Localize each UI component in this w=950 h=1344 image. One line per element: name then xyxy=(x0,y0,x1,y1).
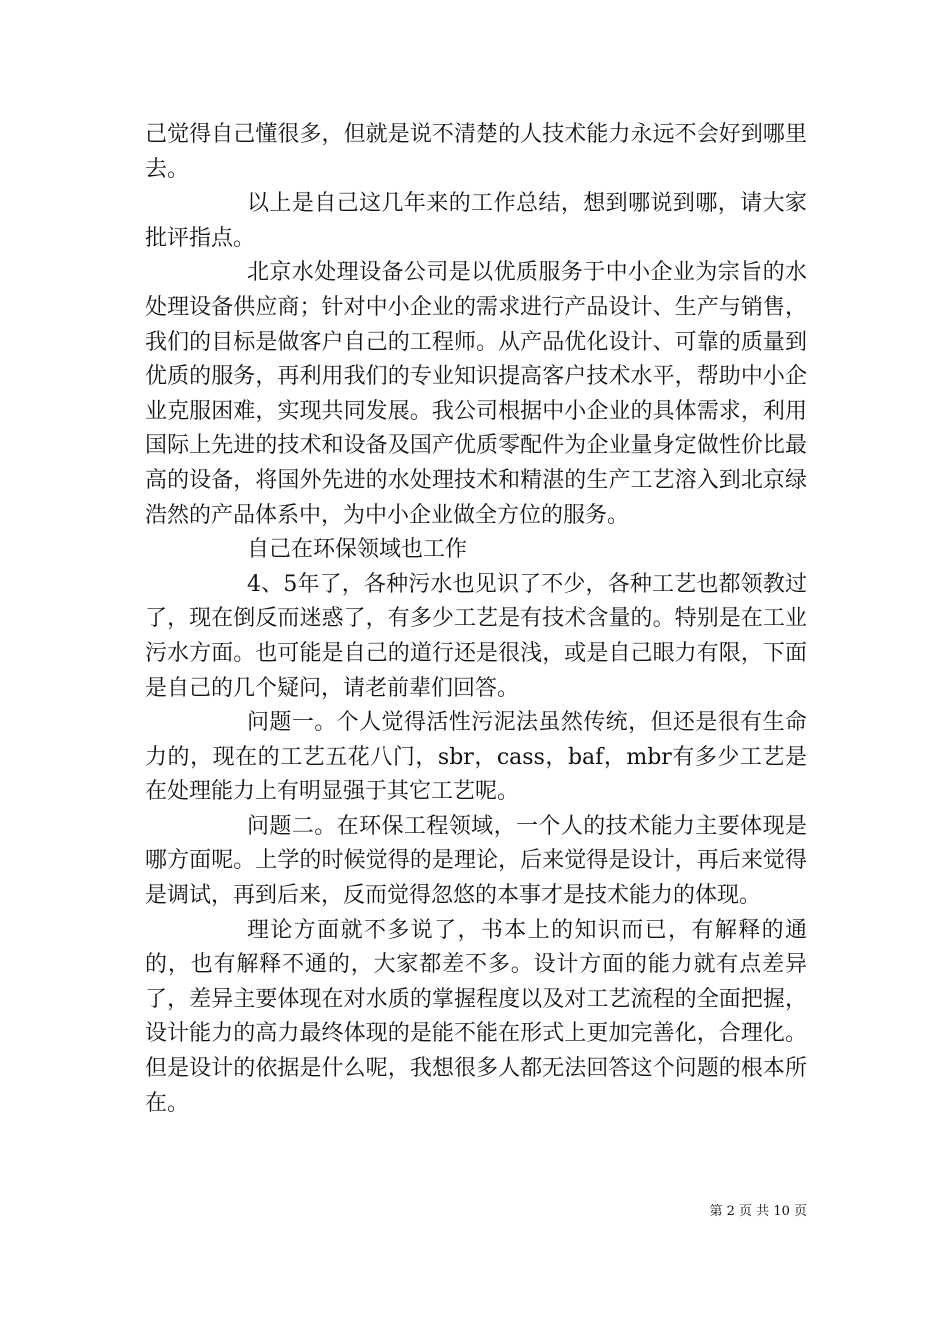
paragraph-4: 自己在环保领域也工作 xyxy=(247,537,468,563)
paragraph-3: 北京水处理设备公司是以优质服务于中小企业为宗旨的水处理设备供应商；针对中小企业的需求进行产品设计、生产与销售，我们的目标是做客户自己的工程师。从产品优化设计、可靠的质量到优质的服务，再利用我们的专业知识提高客户技术水平，帮助中小企业克服困难，实现共同发展。我公司根据中小企业的具体需求，利用国际上先进的技术和设备及国产优质零配件为企业量身定做性价比最高的设备，将国外先进的水处理技术和精湛的生产工艺溶入到北京绿浩然的产品体系中，为中小企业做全方位的服务。 xyxy=(145,260,807,528)
page-number-footer: 第 2 页 共 10 页 xyxy=(709,1204,807,1219)
paragraph-2: 以上是自己这几年来的工作总结，想到哪说到哪，请大家批评指点。 xyxy=(145,191,807,251)
paragraph-7: 问题二。在环保工程领域，一个人的技术能力主要体现是哪方面呢。上学的时候觉得的是理论，后来觉得是设计，再后来觉得是调试，再到后来，反而觉得忽悠的本事才是技术能力的体现。 xyxy=(145,813,807,909)
paragraph-6: 问题一。个人觉得活性污泥法虽然传统，但还是很有生命力的，现在的工艺五花八门，sbr，cass，baf，mbr有多少工艺是在处理能力上有明显强于其它工艺呢。 xyxy=(145,710,807,805)
paragraph-5: 4、5年了，各种污水也见识了不少，各种工艺也都领教过了，现在倒反而迷惑了，有多少工艺是有技术含量的。特别是在工业污水方面。也可能是自己的道行还是很浅，或是自己眼力有限，下面是自己的几个疑问，请老前辈们回答。 xyxy=(145,571,807,701)
paragraph-8: 理论方面就不多说了，书本上的知识而已，有解释的通的，也有解释不通的，大家都差不多。设计方面的能力就有点差异了，差异主要体现在对水质的掌握程度以及对工艺流程的全面把握，设计能力的高力最终体现的是能不能在形式上更加完善化，合理化。但是设计的依据是什么呢，我想很多人都无法回答这个问题的根本所在。 xyxy=(145,917,807,1116)
paragraph-1: 己觉得自己懂很多，但就是说不清楚的人技术能力永远不会好到哪里去。 xyxy=(145,122,807,182)
document-body xyxy=(145,118,807,1121)
